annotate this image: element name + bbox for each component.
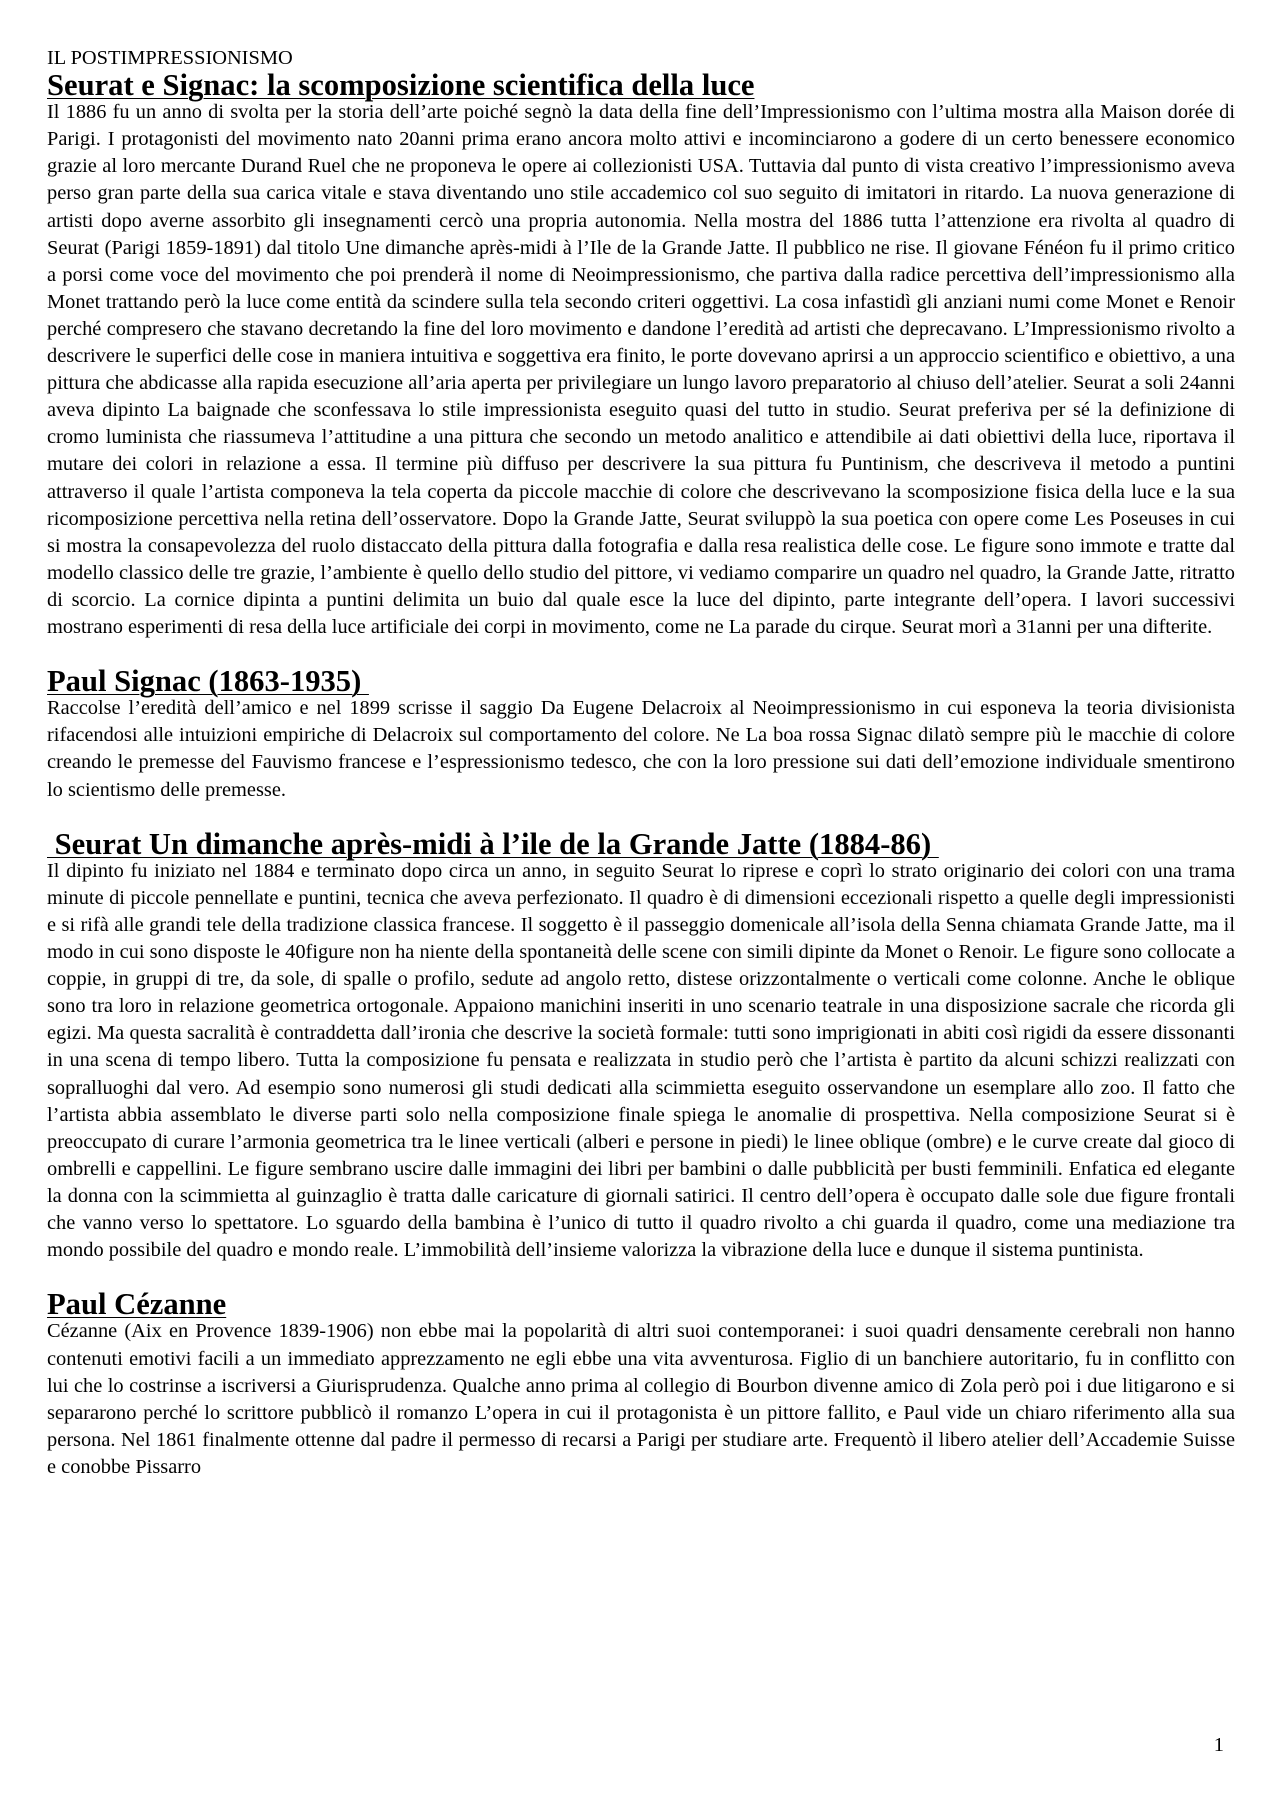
document-page — [47, 45, 1235, 1481]
section-paragraph: Raccolse l’eredità dell’amico e nel 1899 scrisse il saggio Da Eugene Delacroix al Neoimpressionismo in cui esponeva la teoria divisionista rifacendosi alle intuizioni empiriche di Delacroix sul comportamento del colore. Ne La boa rossa Signac dilatò sempre più le macchie di colore creando le premesse del Fauvismo francese e l’espressionismo tedesco, che con la loro pressione sui dati dell’emozione individuale smentirono lo scientismo delle premesse. — [47, 697, 1235, 801]
section-heading: Seurat Un dimanche après-midi à l’ile de la Grande Jatte (1884-86) — [47, 826, 939, 861]
section-seurat-signac — [47, 68, 1235, 641]
section-paul-cezanne — [47, 1287, 1235, 1481]
section-paragraph: Cézanne (Aix en Provence 1839-1906) non ebbe mai la popolarità di altri suoi contemporanei: i suoi quadri densamente cerebrali non hanno contenuti emotivi facili a un immediato apprezzamento ne egli ebbe una vita avventurosa. Figlio di un banchiere autoritario, fu in conflitto con lui che lo costrinse a iscriversi a Giurisprudenza. Qualche anno prima al collegio di Bourbon divenne amico di Zola però poi i due litigarono e si separarono perché lo scrittore pubblicò il romanzo L’opera in cui il protagonista è un pittore fallito, e Paul vide un chiaro riferimento alla sua persona. Nel 1861 finalmente ottenne dal padre il permesso di recarsi a Parigi per studiare arte. Frequentò il libero atelier dell’Accademie Suisse e conobbe Pissarro — [47, 1320, 1235, 1478]
section-heading: Seurat e Signac: la scomposizione scientifica della luce — [47, 68, 755, 103]
section-paul-signac — [47, 664, 1235, 803]
section-paragraph: Il 1886 fu un anno di svolta per la storia dell’arte poiché segnò la data della fine dell’Impressionismo con l’ultima mostra alla Maison dorée di Parigi. I protagonisti del movimento nato 20anni prima erano ancora molto attivi e incominciarono a godere di un certo benessere economico grazie al loro mercante Durand Ruel che ne proponeva le opere ai collezionisti USA. Tuttavia dal punto di vista creativo l’impressionismo aveva perso gran parte della sua carica vitale e stava diventando uno stile accademico col suo seguito di imitatori in ritardo. La nuova generazione di artisti dopo averne assorbito gli insegnamenti cercò una propria autonomia. Nella mostra del 1886 tutta l’attenzione era rivolta al quadro di Seurat (Parigi 1859-1891) dal titolo Une dimanche après-midi à l’Ile de la Grande Jatte. Il pubblico ne rise. Il giovane Fénéon fu il primo critico a porsi come voce del movimento che poi prenderà il nome di Neoimpressionismo, che partiva dalla radice percettiva dell’impressionismo alla Monet trattando però la luce come entità da scindere sulla tela secondo criteri oggettivi. La cosa infastidì gli anziani numi come Monet e Renoir perché compresero che stavano decretando la fine del loro movimento e dandone l’eredità ad artisti che deprecavano. L’Impressionismo rivolto a descrivere le superfici delle cose in maniera intuitiva e soggettiva era finito, le porte dovevano aprirsi a un approccio scientifico e obiettivo, a una pittura che abdicasse alla rapida esecuzione all’aria aperta per privilegiare un lungo lavoro preparatorio al chiuso dell’atelier. Seurat a soli 24anni aveva dipinto La baignade che sconfessava lo stile impressionista eseguito quasi del tutto in studio. Seurat preferiva per sé la definizione di cromo luminista che riassumeva l’attitudine a una pittura che secondo un metodo analitico e attendibile ai dati obiettivi della luce, riportava il mutare dei colori in relazione a essa. Il termine più diffuso per descrivere la sua pittura fu Puntinism, che descriveva il metodo a puntini attraverso il quale l’artista componeva la tela coperta da piccole macchie di colore che descrivevano la scomposizione fisica della luce e la sua ricomposizione percettiva nella retina dell’osservatore. Dopo la Grande Jatte, Seurat sviluppò la sua poetica con opere come Les Poseuses in cui si mostra la consapevolezza del ruolo distaccato della pittura dalla fotografia e dalla resa realistica delle cose. Le figure sono immote e tratte dal modello classico delle tre grazie, l’ambiente è quello dello studio del pittore, vi vediamo comparire un quadro nel quadro, la Grande Jatte, ritratto di scorcio. La cornice dipinta a puntini delimita un buio dal quale esce la luce del dipinto, parte integrante dell’opera. I lavori successivi mostrano esperimenti di resa della luce artificiale dei corpi in movimento, come ne La parade du cirque. Seurat morì a 31anni per una difterite. — [47, 101, 1235, 638]
page-number: 1 — [1213, 1734, 1224, 1756]
document-title: IL POSTIMPRESSIONISMO — [47, 47, 293, 69]
section-grande-jatte — [47, 826, 1235, 1265]
section-heading: Paul Cézanne — [47, 1287, 227, 1322]
section-paragraph: Il dipinto fu iniziato nel 1884 e terminato dopo circa un anno, in seguito Seurat lo riprese e coprì lo strato originario dei colori con una trama minute di piccole pennellate e puntini, tecnica che aveva perfezionato. Il quadro è di dimensioni eccezionali rispetto a quelle degli impressionisti e si rifà alle grandi tele della tradizione classica francese. Il soggetto è il passeggio domenicale all’isola della Senna chiamata Grande Jatte, ma il modo in cui sono disposte le 40figure non ha niente della spontaneità delle scene con simili dipinte da Monet o Renoir. Le figure sono collocate a coppie, in gruppi di tre, da sole, di spalle o profilo, sedute ad angolo retto, distese orizzontalmente o verticali come colonne. Anche le oblique sono tra loro in relazione geometrica ortogonale. Appaiono manichini inseriti in uno scenario teatrale in una disposizione sacrale che ricorda gli egizi. Ma questa sacralità è contraddetta dall’ironia che descrive la società formale: tutti sono imprigionati in abiti così rigidi da essere dissonanti in una scena di tempo libero. Tutta la composizione fu pensata e realizzata in studio però che l’artista è partito da alcuni schizzi realizzati con sopralluoghi dal vero. Ad esempio sono numerosi gli studi dedicati alla scimmietta eseguito osservandone un esemplare allo zoo. Il fatto che l’artista abbia assemblato le diverse parti solo nella composizione finale spiega le anomalie di prospettiva. Nella composizione Seurat si è preoccupato di curare l’armonia geometrica tra le linee verticali (alberi e persone in piedi) le linee oblique (ombre) e le curve create dal gioco di ombrelli e cappellini. Le figure sembrano uscire dalle immagini dei libri per bambini o dalle pubblicità per busti femminili. Enfatica ed elegante la donna con la scimmietta al guinzaglio è tratta dalle caricature di giornali satirici. Il centro dell’opera è occupato dalle sole due figure frontali che vanno verso lo spettatore. Lo sguardo della bambina è l’unico di tutto il quadro rivolto a chi guarda il quadro, come una mediazione tra mondo possibile del quadro e mondo reale. L’immobilità dell’insieme valorizza la vibrazione della luce e dunque il sistema puntinista. — [47, 859, 1235, 1262]
section-heading: Paul Signac (1863-1935) — [47, 664, 369, 699]
